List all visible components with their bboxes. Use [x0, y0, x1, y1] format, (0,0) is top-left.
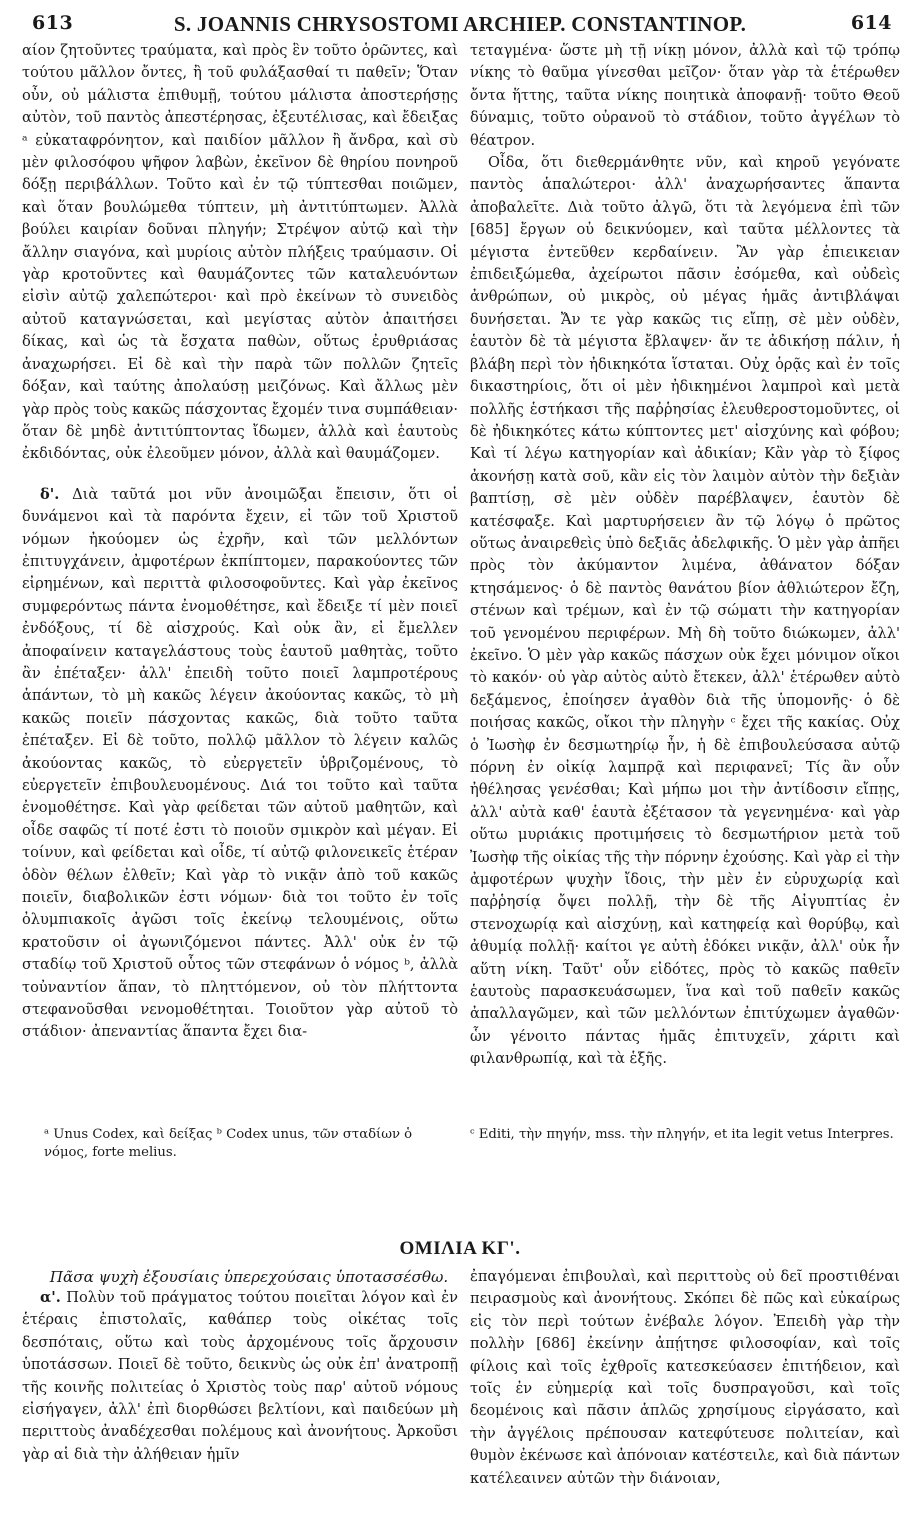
page-header	[20, 10, 900, 44]
section-marker: δ'.	[40, 485, 60, 503]
running-title: S. JOANNIS CHRYSOSTOMI ARCHIEP. CONSTANTINOP.	[173, 12, 747, 36]
scripture-lemma: Πᾶσα ψυχὴ ἐξουσίαις ὑπερεχούσαις ὑποτασσέσθω.	[49, 1268, 449, 1286]
paragraph-text: Διὰ ταῦτά μοι νῦν ἀνοιμῶξαι ἔπεισιν, ὅτι οἱ δυνάμενοι καὶ τὰ παρόντα ἔχειν, εἰ τῶν τοῦ Χριστοῦ νόμων ἠκούομεν ὡς ἐχρῆν, καὶ τῶν μελλόντων ἐπιτυγχάνειν, ἀμφοτέρων ἐκπίπτομεν, παρακούοντες τῶν εἰρημένων, καὶ περιττὰ φιλοσοφοῦντες. Καὶ γὰρ ἐκεῖνος συμφερόντως πάντα ἐνομοθέτησε, καὶ ἔδειξε τί μὲν ποιεῖ ἐνδόξους, τί δὲ αἰσχρούς. Καὶ οὐκ ἂν, εἰ ἔμελλεν ἀποφαίνειν καταγελάστους τοὺς ἑαυτοῦ μαθητὰς, τοῦτο ἂν ἐπέταξεν· ἀλλ' ἐπειδὴ τοῦτο ποιεῖ λαμπροτέρους ἁπάντων, τὸ μὴ κακῶς λέγειν ἀκούοντας κακῶς, τὸ μὴ κακῶς ποιεῖν πάσχοντας κακῶς, διὰ τοῦτο ταῦτα ἐπέταξεν. Εἰ δὲ τοῦτο, πολλῷ μᾶλλον τὸ λέγειν καλῶς ἀκούοντας κακῶς, τὸ εὐεργετεῖν ὑβριζομένους, τὸ εὐεργετεῖν ἐπιβουλευομένους. Διά τοι τοῦτο καὶ ταῦτα ἐνομοθέτησε. Καὶ γὰρ φείδεται τῶν αὐτοῦ μαθητῶν, καὶ οἶδε σαφῶς τί ποτέ ἐστι τὸ ποιοῦν σμικρὸν καὶ μέγαν. Εἰ τοίνυν, καὶ φείδεται καὶ οἶδε, τί αὐτῷ φιλονεικεῖς ἑτέραν ὁδὸν θέλων ἐλθεῖν; Καὶ γὰρ τὸ νικᾷν ἀπὸ τοῦ κακῶς ποιεῖν, διαβολικῶν ἐστι νόμων· διὰ τοι τοῦτο ἐν τοῖς ὀλυμπιακοῖς ἀγῶσι τοῖς ἐκείνῳ τελουμένοις, οὕτω κρατοῦσιν οἱ ἀγωνιζόμενοι πάντες. Ἀλλ' οὐκ ἐν τῷ σταδίῳ τοῦ Χριστοῦ οὗτος τῶν στεφάνων ὁ νόμος ᵇ, ἀλλὰ τοὐναντίον ἅπαν, τὸ πληττόμενον, οὐ τὸν πλήττοντα στεφανοῦσθαι νενομοθέτηται. Τοιοῦτον γὰρ αὐτοῦ τὸ στάδιον· ἀπεναντίας ἅπαντα ἔχει δια-	[22, 485, 459, 1041]
column-left-bottom	[22, 1268, 458, 1466]
page-number-right: 614	[850, 12, 892, 34]
column-left-top	[22, 40, 458, 1044]
footnote-right: ᶜ Editi, τὴν πηγήν, mss. τὴν πληγήν, et ita legit vetus Interpres.	[470, 1127, 894, 1142]
section-marker: α'.	[40, 1289, 61, 1306]
paragraph: αίον ζητοῦντες τραύματα, καὶ πρὸς ἓν τοῦτο ὁρῶντες, καὶ τούτου μᾶλλον ὄντες, ἢ τοῦ φυλάξασθαί τι παθεῖν; Ὅταν οὖν, οὐ μάλιστα ἐπιθυμῇ, τούτου μάλιστα ἀποστερήσῃς αὐτὸν, τοῦ παντὸς ἀπεστέρησας, ἐξευτέλισας, καὶ ἔδειξας ᵃ εὐκαταφρόνητον, καὶ παιδίον μᾶλλον ἢ ἄνδρα, καὶ σὺ μὲν φιλοσόφου ψῆφον λαβὼν, ἐκεῖνον δὲ θηρίου πονηροῦ δόξῃ περιβάλλων. Τοῦτο καὶ ἐν τῷ τύπτεσθαι ποιῶμεν, καὶ ὅταν βουλώμεθα τύπτειν, μὴ ἀντιτύπτωμεν. Ἀλλὰ βούλει καιρίαν δοῦναι πληγήν; Στρέψον αὐτῷ καὶ τὴν ἄλλην σιαγόνα, καὶ μυρίοις αὐτὸν πλήξεις τραύμασιν. Οἱ γὰρ κροτοῦντες καὶ θαυμάζοντες τῶν καταλευόντων εἰσὶν αὐτῷ χαλεπώτεροι· καὶ πρὸ ἐκείνων τὸ συνειδὸς αὐτοῦ καταγνώσεται, καὶ μεγίστας αὐτὸν ἀπαιτήσει δίκας, καὶ ὡς τὰ ἔσχατα παθὼν, οὕτως ἐρυθριάσας ἀναχωρήσει. Εἰ δὲ καὶ τὴν παρὰ τῶν πολλῶν ζητεῖς δόξαν, καὶ ταύτης ἀπολαύσῃ μειζόνως. Καὶ ἄλλως μὲν γὰρ πρὸς τοὺς κακῶς πάσχοντας ἔχομέν τινα συμπάθειαν· ὅταν δὲ μηδὲ ἀντιτύπτοντας ἴδωμεν, ἀλλὰ καὶ ἑαυτοὺς ἐκδιδόντας, οὐκ ἐλεοῦμεν μόνον, ἀλλὰ καὶ θαυμάζομεν.	[22, 42, 458, 463]
paragraph-section-1	[22, 1287, 458, 1466]
homily-title: ΟΜΙΛΙΑ ΚΓ'.	[399, 1238, 521, 1259]
column-right-top	[470, 40, 900, 1071]
page-number-left: 613	[32, 12, 74, 34]
paragraph: Οἶδα, ὅτι διεθερμάνθητε νῦν, καὶ κηροῦ γεγόνατε παντὸς ἁπαλώτεροι· ἀλλ' ἀναχωρήσαντες ἅπαντα ἀποβαλεῖτε. Διὰ τοῦτο ἀλγῶ, ὅτι τὰ λεγόμενα ἐπὶ τῶν [685] ἔργων οὐ δεικνύομεν, καὶ ταῦτα μέλλοντες τὰ μέγιστα ἐντεῦθεν κερδαίνειν. Ἂν γὰρ ἐπιεικειαν ἐπιδειξώμεθα, ἀχείρωτοι πᾶσιν ἐσόμεθα, καὶ οὐδεὶς ἀνθρώπων, οὐ μικρὸς, οὐ μέγας ἡμᾶς ἀντιβλάψαι δυνήσεται. Ἄν τε γὰρ κακῶς τις εἴπῃ, σὲ μὲν οὐδὲν, ἑαυτὸν δὲ τὰ μέγιστα ἔβλαψεν· ἄν τε ἀδικήσῃ πάλιν, ἡ βλάβη περὶ τὸν ἠδικηκότα ἵσταται. Οὐχ ὁρᾷς καὶ ἐν τοῖς δικαστηρίοις, ὅτι οἱ μὲν ἠδικημένοι λαμπροὶ καὶ μετὰ πολλῆς ἑστήκασι τῆς παῤῥησίας ἐλευθεροστομοῦντες, οἱ δὲ ἠδικηκότες κάτω κύπτοντες μετ' αἰσχύνης καὶ φόβου; Καὶ τί λέγω κατηγορίαν καὶ ἀδικίαν; Κἂν γὰρ τὸ ξίφος ἀκονήσῃ κατὰ σοῦ, κἂν εἰς τὸν λαιμὸν αὐτὸν τὴν δεξιὰν βαπτίσῃ, σὲ μὲν οὐδὲν παρέβλαψεν, ἑαυτὸν δὲ κατέσφαξε. Καὶ μαρτυρήσειεν ἂν τῷ λόγῳ ὁ πρῶτος οὕτως ἀναιρεθεὶς ὑπὸ δεξιᾶς ἀδελφικῆς. Ὁ μὲν γὰρ ἀπῆει πρὸς τὸν ἀκύμαντον λιμένα, ἀθάνατον δόξαν κτησάμενος· ὁ δὲ παντὸς θανάτου βίον ἀθλιώτερον ἔζη, στένων καὶ τρέμων, καὶ ἐν τῷ σώματι τὴν κατηγορίαν τοῦ γενομένου περιφέρων. Μὴ δὴ τοῦτο διώκωμεν, ἀλλ' ἐκεῖνο. Ὁ μὲν γὰρ κακῶς πάσχων οὐκ ἔχει μόνιμον οἴκοι τὸ κακόν· οὐ γὰρ αὐτὸς αὐτὸ ἔτεκεν, ἀλλ' ἑτέρωθεν αὐτὸ δεξάμενος, ἐποίησεν ἀγαθὸν διὰ τῆς ὑπομονῆς· ὁ δὲ ποιήσας κακῶς, οἴκοι τὴν πληγὴν ᶜ ἔχει τῆς κακίας. Οὐχ ὁ Ἰωσὴφ ἐν δεσμωτηρίῳ ἦν, ἡ δὲ ἐπιβουλεύσασα αὐτῷ πόρνη ἐν οἰκίᾳ λαμπρᾷ καὶ περιφανεῖ; Τίς ἂν οὖν ἠθέλησας γενέσθαι; Καὶ μήπω μοι τὴν ἀντίδοσιν εἴπῃς, ἀλλ' αὐτὰ καθ' ἑαυτὰ ἐξέτασον τὰ γεγενημένα· καὶ γὰρ οὕτω μυριάκις προτιμήσεις τὸ δεσμωτήριον μετὰ τοῦ Ἰωσὴφ τῆς οἰκίας τῆς τὴν πόρνην ἐχούσης. Καὶ γὰρ εἰ τὴν ἀμφοτέρων ψυχὴν ἴδοις, τὴν μὲν ἐν εὐρυχωρίᾳ καὶ παῤῥησίᾳ ὄψει πολλῇ, τὴν δὲ τῆς Αἰγυπτίας ἐν στενοχωρίᾳ καὶ αἰσχύνῃ, καὶ κατηφείᾳ καὶ θορύβῳ, καὶ ἀθυμίᾳ πολλῇ· καίτοι γε αὐτὴ ἐδόκει νικᾷν, ἀλλ' οὐκ ἦν αὕτη νίκη. Ταῦτ' οὖν εἰδότες, πρὸς τὸ κακῶς παθεῖν ἑαυτοὺς παρασκευάσωμεν, ἵνα καὶ τοῦ παθεῖν κακῶς ἀπαλλαγῶμεν, καὶ τῶν μελλόντων ἐπιτύχωμεν ἀγαθῶν· ὧν γένοιτο πάντας ἡμᾶς ἐπιτυχεῖν, χάριτι καὶ φιλανθρωπίᾳ, καὶ τὰ ἑξῆς.	[470, 154, 900, 1068]
paragraph: τεταγμένα· ὥστε μὴ τῇ νίκῃ μόνον, ἀλλὰ καὶ τῷ τρόπῳ νίκης τὸ θαῦμα γίνεσθαι μεῖζον· ὅταν γὰρ τὰ ἑτέρωθεν ὄντα ἥττης, ταῦτα νίκης ποιητικὰ ἀποφανῇ· τοῦτο Θεοῦ δύναμις, τοῦτο οὐρανοῦ τὸ στάδιον, τοῦτο ἀγγέλων τὸ θέατρον.	[470, 42, 900, 149]
paragraph-section-4	[22, 484, 458, 1044]
paragraph: ἐπαγόμεναι ἐπιβουλαὶ, καὶ περιττοὺς οὐ δεῖ προστιθέναι πειρασμοὺς καὶ ἀνονήτους. Σκόπει δὲ πῶς καὶ εὐκαίρως εἰς τὸν περὶ τούτων ἐνέβαλε λόγον. Ἐπειδὴ γὰρ τὴν πολλὴν [686] ἐκείνην ἀπῄτησε φιλοσοφίαν, καὶ τοῖς φίλοις καὶ τοῖς ἐχθροῖς κατεσκεύασεν ἐπιτήδειον, καὶ τοῖς ἐν εὐημερίᾳ καὶ τοῖς δυσπραγοῦσι, καὶ τοῖς δεομένοις καὶ πᾶσιν ἁπλῶς χρησίμους εἰργάσατο, καὶ τὴν ἀγγέλοις πρέπουσαν κατεφύτευσε πολιτείαν, καὶ θυμὸν ἐκένωσε καὶ ἀπόνοιαν κατέστειλε, καὶ διὰ πάντων κατέλεαινεν αὐτῶν τὴν διάνοιαν,	[470, 1268, 900, 1487]
column-right-bottom	[470, 1266, 900, 1490]
paragraph-text: Πολὺν τοῦ πράγματος τούτου ποιεῖται λόγον καὶ ἐν ἑτέραις ἐπιστολαῖς, καθάπερ τοὺς οἰκέτας τοῖς δεσπόταις, οὕτω καὶ τοὺς ἀρχομένους τοῖς ἄρχουσιν ὑποτάσσων. Ποιεῖ δὲ τοῦτο, δεικνὺς ὡς οὐκ ἐπ' ἀνατροπῇ τῆς κοινῆς πολιτείας ὁ Χριστὸς τοὺς παρ' αὐτοῦ νόμους εἰσήγαγεν, ἀλλ' ἐπὶ διορθώσει βελτίονι, καὶ παιδεύων μὴ περιττοὺς ἀναδέχεσθαι πολέμους καὶ ἀνονήτους. Ἀρκοῦσι γὰρ αἱ διὰ τὴν ἀλήθειαν ἡμῖν	[22, 1289, 458, 1463]
footnote-left: ᵃ Unus Codex, καὶ δείξας ᵇ Codex unus, τῶν σταδίων ὁ νόμος, forte melius.	[44, 1127, 413, 1160]
